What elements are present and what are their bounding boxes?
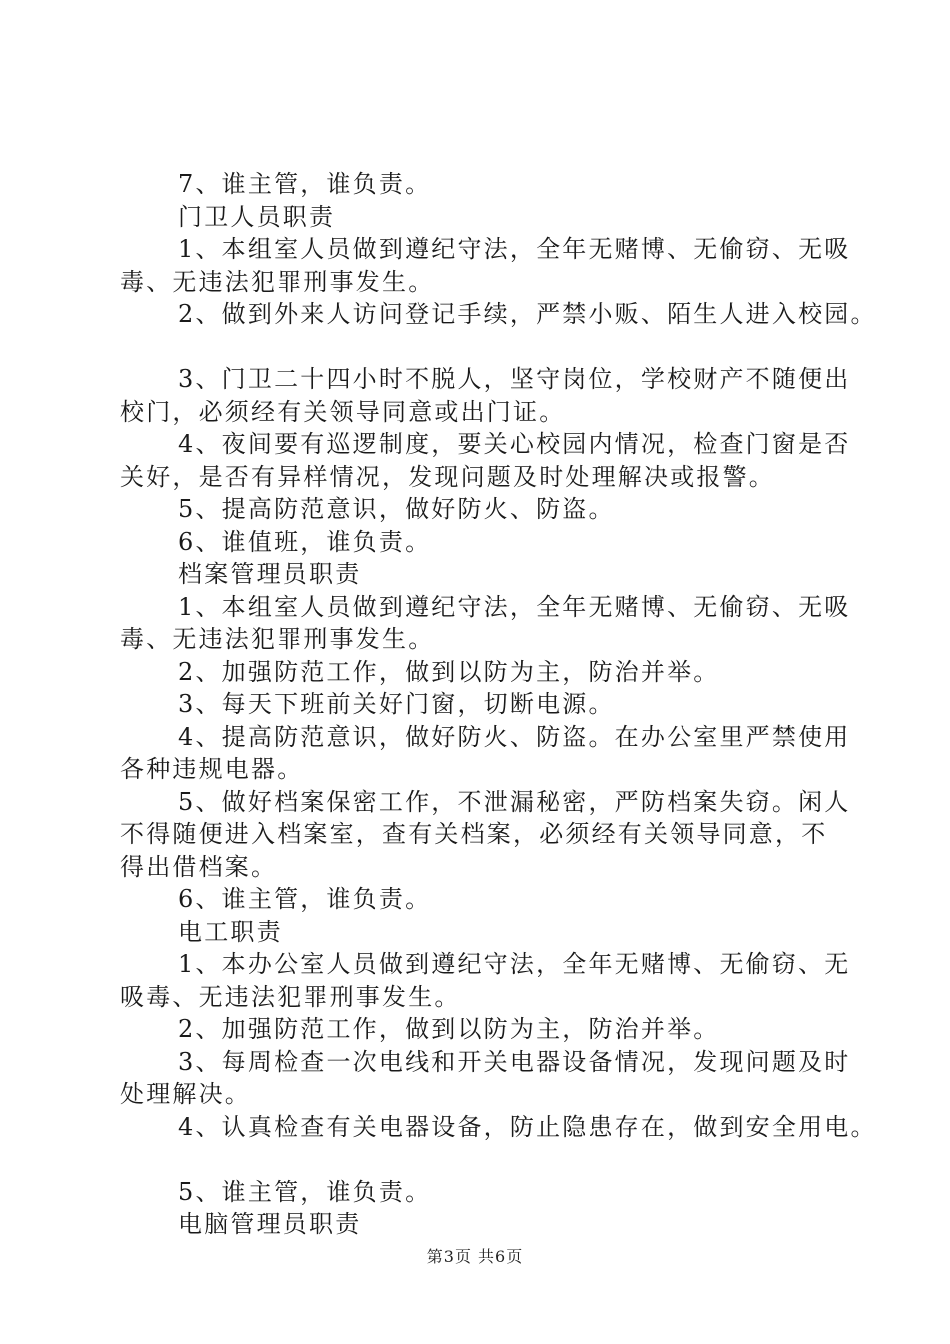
text-line: 2、加强防范工作，做到以防为主，防治并举。	[178, 1015, 720, 1043]
text-line: 毒、无违法犯罪刑事发生。	[120, 267, 435, 296]
text-line: 1、本办公室人员做到遵纪守法，全年无赌博、无偷窃、无	[178, 950, 851, 978]
text-line: 得出借档案。	[120, 852, 278, 881]
text-line: 档案管理员职责	[178, 560, 362, 588]
text-line: 3、门卫二十四小时不脱人，坚守岗位，学校财产不随便出	[178, 365, 851, 393]
text-line: 各种违规电器。	[120, 755, 304, 783]
text-line: 7、谁主管，谁负责。	[178, 170, 432, 198]
text-line: 门卫人员职责	[178, 202, 336, 231]
text-line: 4、认真检查有关电器设备，防止隐患存在，做到安全用电。	[178, 1112, 877, 1141]
text-line: 4、夜间要有巡逻制度，要关心校园内情况，检查门窗是否	[178, 430, 851, 458]
text-line: 不得随便进入档案室，查有关档案，必须经有关领导同意，不	[120, 820, 828, 848]
text-line: 3、每天下班前关好门窗，切断电源。	[178, 690, 615, 718]
text-line: 6、谁值班，谁负责。	[178, 527, 432, 556]
text-line: 电脑管理员职责	[178, 1210, 362, 1238]
text-line: 1、本组室人员做到遵纪守法，全年无赌博、无偷窃、无吸	[178, 592, 851, 621]
text-line: 6、谁主管，谁负责。	[178, 885, 432, 913]
text-line: 毒、无违法犯罪刑事发生。	[120, 625, 435, 653]
text-line: 5、谁主管，谁负责。	[178, 1177, 432, 1206]
text-line: 吸毒、无违法犯罪刑事发生。	[120, 982, 461, 1011]
text-line: 电工职责	[178, 917, 283, 946]
text-line: 4、提高防范意识，做好防火、防盗。在办公室里严禁使用	[178, 722, 851, 751]
text-line: 1、本组室人员做到遵纪守法，全年无赌博、无偷窃、无吸	[178, 235, 851, 263]
text-line: 校门，必须经有关领导同意或出门证。	[120, 397, 566, 426]
text-line: 关好，是否有异样情况，发现问题及时处理解决或报警。	[120, 462, 775, 491]
text-line: 3、每周检查一次电线和开关电器设备情况，发现问题及时	[178, 1047, 851, 1076]
document-body	[120, 168, 877, 1241]
text-line: 处理解决。	[120, 1080, 251, 1108]
blank-line	[120, 1143, 840, 1176]
text-line: 2、做到外来人访问登记手续，严禁小贩、陌生人进入校园。	[178, 300, 877, 328]
text-line: 5、做好档案保密工作，不泄漏秘密，严防档案失窃。闲人	[178, 787, 851, 816]
text-line: 2、加强防范工作，做到以防为主，防治并举。	[178, 657, 720, 686]
text-line: 5、提高防范意识，做好防火、防盗。	[178, 495, 615, 523]
page-footer: 第3页 共6页	[426, 1247, 524, 1266]
blank-line	[120, 331, 840, 364]
